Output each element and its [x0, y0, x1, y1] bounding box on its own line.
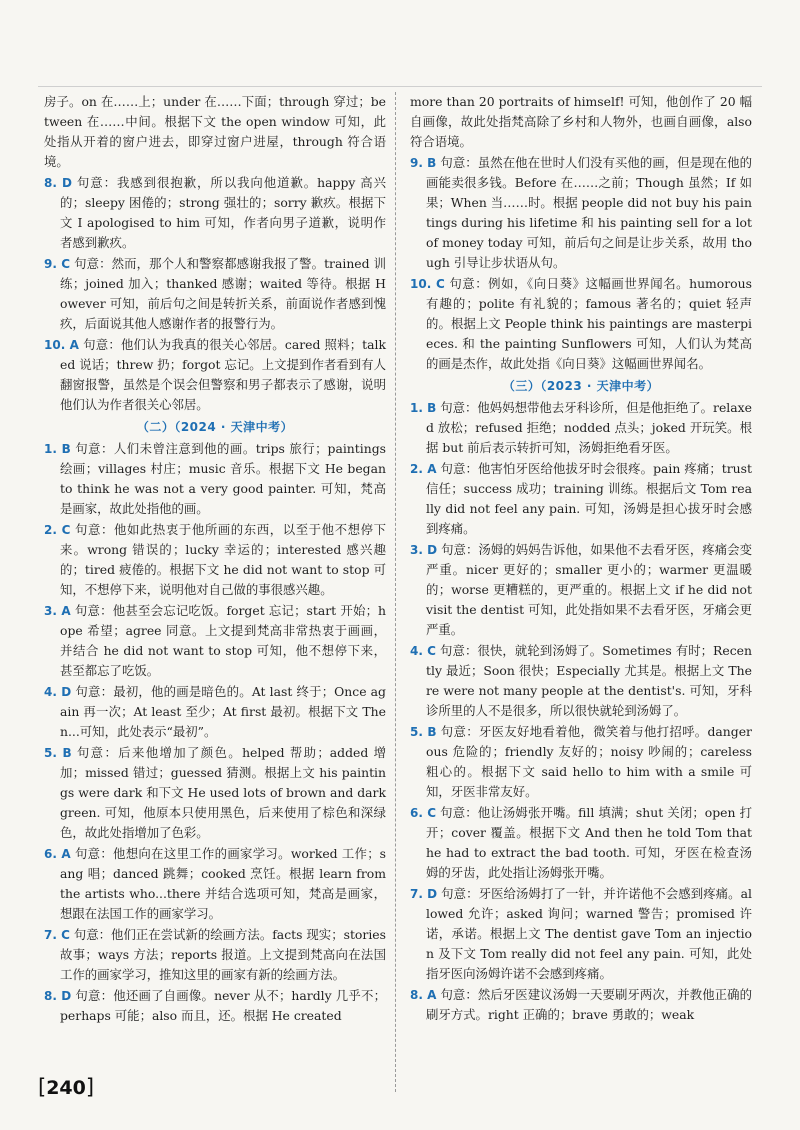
right-items-a — [410, 153, 752, 374]
answer-item — [44, 601, 386, 681]
answer-number: 10. A — [44, 338, 79, 352]
answer-item — [44, 254, 386, 334]
answer-number: 1. B — [410, 401, 437, 415]
answer-text: 句意：他甚至会忘记吃饭。forget 忘记；start 开始；hope 希望；agree 同意。上文提到梵高非常热衷于画画，并结合 he did not want to stop 可知，他不想停下来，甚至都忘了吃饭。 — [60, 603, 386, 678]
left-continuation: 房子。on 在……上；under 在……下面；through 穿过；between 在……中间。根据下文 the open window 可知，此处指从开着的窗户进去，即穿过窗户进屋，through 符合语境。 — [44, 94, 386, 169]
answer-number: 9. C — [44, 257, 71, 271]
right-continuation: more than 20 portraits of himself! 可知，他创作了 20 幅自画像，故此处指梵高除了乡村和人物外，也画自画像，also 符合语境。 — [410, 94, 752, 149]
answer-item — [44, 986, 386, 1026]
answer-item — [44, 682, 386, 742]
answer-item — [44, 743, 386, 843]
answer-item — [410, 985, 752, 1025]
answer-text: 句意：牙医友好地看着他，微笑着与他打招呼。dangerous 危险的；friendly 友好的；noisy 吵闹的；careless 粗心的。根据下文 said hello to him with a smile 可知，牙医非常友好。 — [426, 724, 752, 799]
page-number-bracket-close: ] — [85, 1075, 95, 1099]
answer-item — [410, 274, 752, 374]
right-items-b — [410, 398, 752, 1025]
answer-text: 句意：他让汤姆张开嘴。fill 填满；shut 关闭；open 打开；cover 覆盖。根据下文 And then he told Tom that he had to extract the bad tooth. 可知，牙医在检查汤姆的牙齿，此处指让汤姆张开嘴。 — [426, 805, 752, 880]
answer-item — [410, 459, 752, 539]
answer-number: 3. A — [44, 604, 71, 618]
left-items-b — [44, 439, 386, 1026]
answer-number: 10. C — [410, 277, 445, 291]
answer-text: 句意：人们未曾注意到他的画。trips 旅行；paintings 绘画；villages 村庄；music 音乐。根据下文 He began to think he was not a very good painter. 可知，梵高是画家，故此处指他的画。 — [60, 441, 386, 516]
answer-text: 句意：虽然在他在世时人们没有买他的画，但是现在他的画能卖很多钱。Before 在……之前；Though 虽然；If 如果；When 当……时。根据 people did not buy his paintings during his lifetime 和 his painting sell for a lot of money today 可知，前后句之间是让步关系，故用 though 引导让步状语从句。 — [426, 155, 752, 270]
answer-text: 句意：牙医给汤姆打了一针，并许诺他不会感到疼痛。allowed 允许；asked 询问；warned 警告；promised 许诺，承诺。根据上文 The dentist gave Tom an injection 及下文 Tom really did not feel any pain. 可知，此处指牙医向汤姆许诺不会感到疼痛。 — [426, 886, 752, 981]
answer-text: 句意：汤姆的妈妈告诉他，如果他不去看牙医，疼痛会变严重。nicer 更好的；smaller 更小的；warmer 更温暖的；worse 更糟糕的，更严重的。根据上文 if he did not visit the dentist 可知，此处指如果不去看牙医，牙痛会更严重。 — [426, 542, 753, 637]
left-column — [44, 92, 386, 1027]
left-items-a — [44, 173, 386, 415]
answer-number: 4. D — [44, 685, 72, 699]
answer-text: 句意：他妈妈想带他去牙科诊所，但是他拒绝了。relaxed 放松；refused 拒绝；nodded 点头；joked 开玩笑。根据 but 前后表示转折可知，汤姆拒绝看牙医。 — [426, 400, 752, 455]
answer-item — [410, 398, 752, 458]
answer-text: 句意：最初，他的画是暗色的。At last 终于；Once again 再一次；At least 至少；At first 最初。根据下文 Then...可知，此处表示“最初”。 — [60, 684, 386, 739]
column-divider — [395, 92, 396, 1092]
answer-number: 9. B — [410, 156, 437, 170]
page-number — [38, 1075, 94, 1099]
page-number-value: 240 — [46, 1077, 86, 1099]
answer-item — [410, 884, 752, 984]
answer-number: 5. B — [44, 746, 72, 760]
answer-text: 句意：他们认为我真的很关心邻居。cared 照料；talked 说话；threw 扔；forgot 忘记。上文提到作者看到有人翻窗报警，虽然是个误会但警察和男子都表示了感谢，说明他们认为作者很关心邻居。 — [60, 337, 386, 412]
answer-number: 7. D — [410, 887, 438, 901]
answer-item — [44, 439, 386, 519]
answer-item — [44, 844, 386, 924]
answer-text: 句意：然而，那个人和警察都感谢我报了警。trained 训练；joined 加入；thanked 感谢；waited 等待。根据 However 可知，前后句之间是转折关系，前面说作者感到愧疚，后面说其他人感谢作者的报警行为。 — [60, 256, 386, 331]
answer-text: 句意：很快，就轮到汤姆了。Sometimes 有时；Recently 最近；Soon 很快；Especially 尤其是。根据上文 There were not many people at the dentist's. 可知，牙科诊所里的人不是很多，所以很快就轮到汤姆了。 — [426, 643, 752, 718]
section-heading-2024: （二）（2024 · 天津中考） — [136, 420, 294, 434]
answer-number: 6. A — [44, 847, 71, 861]
answer-number: 8. D — [44, 989, 72, 1003]
answer-item — [44, 520, 386, 600]
answer-text: 句意：他害怕牙医给他拔牙时会很疼。pain 疼痛；trust 信任；success 成功；training 训练。根据后文 Tom really did not feel any pain. 可知，汤姆是担心拔牙时会感到疼痛。 — [426, 461, 752, 536]
answer-text: 句意：我感到很抱歉，所以我向他道歉。happy 高兴的；sleepy 困倦的；strong 强壮的；sorry 歉疚。根据下文 I apologised to him 可知，作者向男子道歉，说明作者感到歉疚。 — [60, 175, 387, 250]
answer-item — [410, 153, 752, 273]
right-column — [410, 92, 752, 1026]
answer-number: 5. B — [410, 725, 437, 739]
answer-text: 句意：后来他增加了颜色。helped 帮助；added 增加；missed 错过；guessed 猜测。根据上文 his paintings were dark 和下文 He used lots of brown and dark green. 可知，他原本只使用黑色，后来使用了棕色和深绿色，故此处指增加了色彩。 — [60, 745, 386, 840]
answer-number: 1. B — [44, 442, 71, 456]
answer-number: 2. A — [410, 462, 437, 476]
answer-text: 句意：他想向在这里工作的画家学习。worked 工作；sang 唱；danced 跳舞；cooked 烹饪。根据 learn from the artists who...there 并结合选项可知，梵高是画家，想跟在法国工作的画家学习。 — [60, 846, 386, 921]
answer-text: 句意：然后牙医建议汤姆一天要刷牙两次，并教他正确的刷牙方式。right 正确的；brave 勇敢的；weak — [426, 987, 752, 1022]
answer-text: 句意：他如此热衷于他所画的东西，以至于他不想停下来。wrong 错误的；lucky 幸运的；interested 感兴趣的；tired 疲倦的。根据下文 he did not want to stop 可知，不想停下来，说明他对自己做的事很感兴趣。 — [60, 522, 386, 597]
answer-item — [410, 803, 752, 883]
answer-item — [44, 173, 386, 253]
answer-text: 句意：他们正在尝试新的绘画方法。facts 现实；stories 故事；ways 方法；reports 报道。上文提到梵高向在法国工作的画家学习，推知这里的画家有新的绘画方法。 — [60, 927, 386, 982]
answer-number: 2. C — [44, 523, 71, 537]
answer-number: 8. D — [44, 176, 73, 190]
answer-number: 7. C — [44, 928, 70, 942]
page-top-rule — [38, 86, 762, 87]
answer-number: 8. A — [410, 988, 437, 1002]
answer-item — [410, 641, 752, 721]
answer-number: 4. C — [410, 644, 436, 658]
answer-number: 3. D — [410, 543, 438, 557]
answer-item — [410, 540, 752, 640]
answer-item — [44, 335, 386, 415]
section-heading-2023: （三）（2023 · 天津中考） — [502, 379, 660, 393]
answer-item — [44, 925, 386, 985]
answer-text: 句意：例如，《向日葵》这幅画世界闻名。humorous 有趣的；polite 有礼貌的；famous 著名的；quiet 轻声的。根据上文 People think his paintings are masterpieces. 和 the painting Sunflowers 可知，人们认为梵高的画是杰作，故此处指《向日葵》这幅画世界闻名。 — [426, 276, 752, 371]
page-number-bracket-open: [ — [38, 1075, 47, 1099]
answer-number: 6. C — [410, 806, 437, 820]
answer-item — [410, 722, 752, 802]
answer-text: 句意：他还画了自画像。never 从不；hardly 几乎不；perhaps 可能；also 而且，还。根据 He created — [60, 988, 386, 1023]
